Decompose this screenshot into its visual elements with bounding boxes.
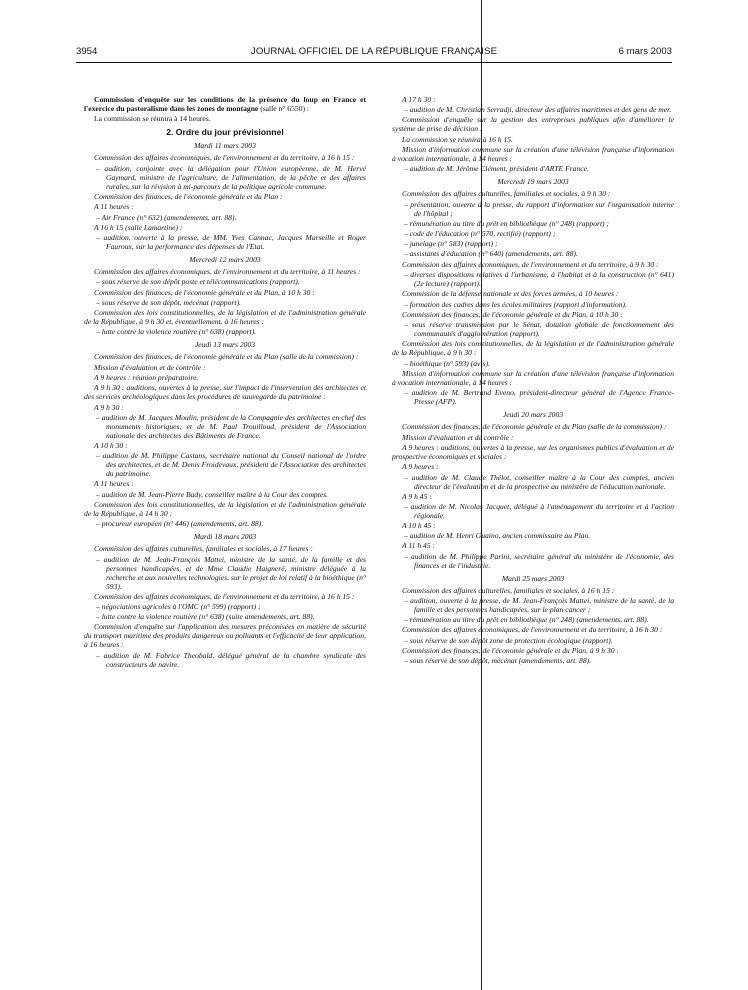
commission-title: Commission d'enquête sur les conditions de la présence du loup en France et l'exercice du pastoralisme dans les zones de montagne (84, 95, 366, 113)
agenda-item: – lutte contre la violence routière (n° 638) (suite amendements, art. 88). (96, 612, 315, 622)
paragraph: Commission des affaires économiques, de l'environnement et du territoire, à 9 h 30 : (402, 259, 659, 269)
paragraph: Commission des finances, de l'économie générale et du Plan : (94, 191, 283, 201)
paragraph: Commission des finances, de l'économie générale et du Plan (salle de la commission) : (402, 422, 667, 432)
agenda-item: – audition, ouverte à la presse, de M. Jean-François Mattei, ministre de la santé, de la famille et des personnes handicapées, sur le plan cancer ; (404, 596, 674, 615)
agenda-item: – formation des cadres dans les écoles militaires (rapport d'information). (404, 299, 627, 309)
agenda-item: – junelage (n° 583) (rapport) ; (404, 239, 498, 249)
time-slot: La commission se réunira à 16 h 15. (402, 134, 513, 144)
agenda-item: – Air France (n° 632) (amendements, art. 88). (96, 212, 237, 222)
time-slot: A 10 h 30 : (94, 441, 128, 450)
section-heading: 2. Ordre du jour prévisionnel (166, 127, 284, 138)
left-column (84, 95, 366, 670)
day-heading: Jeudi 13 mars 2003 (194, 340, 256, 350)
agenda-item: – sous réserve de son dépôt, mécénat (rapport). (96, 297, 241, 307)
time-slot: A 16 h 15 (salle Lamartine) : (94, 222, 183, 232)
agenda-item: – audition, ouverte à la presse, de MM. Yves Cannac, Jacques Marseille et Roger Fauroux, sur la performance des dépenses de l'Etat. (96, 232, 366, 251)
paragraph: Commission des affaires économiques, de l'environnement et du territoire, à 16 h 15 : (94, 153, 355, 163)
time-slot: A 9 h 45 : (402, 491, 432, 501)
day-heading: Mardi 18 mars 2003 (193, 532, 257, 542)
agenda-item: – procureur européen (n° 446) (amendements, art. 88). (96, 519, 264, 529)
agenda-item: – diverses dispositions relatives à l'urbanisme, à l'habitat et à la construction (n° 641) (2e lecture) (rapport). (404, 270, 674, 289)
time-slot: A 11 heures : (94, 479, 134, 489)
paragraph: A 9 h 30 : auditions, ouvertes à la presse, sur l'impact de l'intervention des architectes et des services archéologiques dans les procédures de sauvegarde du patrimoine : (84, 383, 366, 402)
paragraph: Commission des affaires culturelles, familiales et sociales, à 16 h 15 : (402, 585, 615, 595)
agenda-item: – audition, conjointe avec la délégation pour l'Union européenne, de M. Hervé Gaymard, ministre de l'agriculture, de l'alimentation, de la pêche et des affaires rurales, sur la révision à mi-parcours de la politique agricole commune. (96, 163, 366, 191)
agenda-item: – négociations agricoles à l'OMC (n° 599) (rapport) ; (96, 602, 261, 612)
agenda-item: – présentation, ouverte à la presse, du rapport d'information sur l'organisation interne de l'hôpital ; (404, 199, 674, 218)
agenda-item: – lutte contre la violence routière (n° 638) (rapport). (96, 327, 257, 337)
journal-title: JOURNAL OFFICIEL DE LA RÉPUBLIQUE FRANÇAISE (250, 46, 498, 57)
paragraph: Commission des lois constitutionnelles, de la législation et de l'administration générale de la République, à 14 h 30 : (84, 499, 366, 518)
time-slot: A 10 h 45 : (402, 521, 436, 531)
agenda-item: – sous réserve transmission par le Sénat, dotation globale de fonctionnement des communautés d'agglomération (rapport). (404, 320, 674, 339)
agenda-item: – rémunération au titre du prêt en bibliothèque (n° 248) (amendements, art. 88). (404, 615, 649, 625)
paragraph: Commission des affaires culturelles, familiales et sociales, à 9 h 30 : (402, 189, 611, 199)
paragraph: Mission d'information commune sur la création d'une télévision française d'information à vocation internationale, à 14 heures : (392, 144, 674, 163)
agenda-item: – code de l'éducation (n° 570, rectifié) (rapport) ; (404, 229, 556, 239)
time-slot: A 11 heures : (94, 202, 134, 212)
paragraph: Commission des lois constitutionnelles, de la législation et de l'administration générale de la République, à 9 h 30 et, éventuellement, à 16 heures : (84, 308, 366, 327)
day-heading: Mardi 25 mars 2003 (501, 573, 565, 583)
day-heading: Mercredi 12 mars 2003 (189, 254, 261, 264)
time-slot: Mission d'évaluation et de contrôle : (402, 432, 514, 442)
agenda-item: – audition de M. Jean-François Mattei, ministre de la santé, de la famille et des personnes handicapées, et de Mme Claudie Haigneré, ministre déléguée à la recherche et aux nouvelles technologies, sur le projet de loi relatif à la bioéthique (n° 593). (96, 554, 366, 591)
agenda-item: – sous réserve de son dépôt zone de protection écologique (rapport). (404, 635, 613, 645)
commission-note: La commission se réunira à 14 heures. (94, 114, 211, 124)
time-slot: A 11 h 45 : (402, 541, 436, 551)
header-rule (76, 62, 672, 63)
paragraph: Commission des lois constitutionnelles, de la législation et de l'administration générale de la République, à 9 h 30 : (392, 339, 674, 358)
day-heading: Mardi 11 mars 2003 (194, 141, 256, 151)
paragraph: Commission des finances, de l'économie générale et du Plan, à 9 h 30 : (402, 646, 619, 655)
agenda-item: – audition de M. Jacques Moulin, président de la Compagnie des architectes en chef des monuments historiques, et de M. Paul Trouilloud, président de l'Association nationale des architectes des Bâtiments de France. (96, 412, 366, 440)
agenda-item: – audition de M. Jean-Pierre Bady, conseiller maître à la Cour des comptes. (96, 489, 329, 499)
paragraph: Commission de la défense nationale et des forces armées, à 10 heures : (402, 289, 619, 299)
paragraph: Commission des affaires culturelles, familiales et sociales, à 17 heures : (94, 544, 313, 554)
paragraph: Commission d'enquête sur la gestion des entreprises publiques afin d'améliorer le système de prise de décision : (392, 115, 674, 134)
day-heading: Jeudi 20 mars 2003 (502, 410, 564, 420)
agenda-item: – audition de M. Jérôme Clément, président d'ARTE France. (404, 164, 589, 174)
paragraph: Mission d'information commune sur la création d'une télévision française d'information à vocation internationale, à 14 heures : (392, 368, 674, 387)
right-column (392, 95, 674, 667)
agenda-item: – rémunération au titre du prêt en bibliothèque (n° 248) (rapport) ; (404, 218, 610, 228)
paragraph: Commission d'enquête sur l'application des mesures préconisées en matière de sécurité du transport maritime des produits dangereux ou polluants et l'efficacité de leur application, à 16 heures : (84, 622, 366, 650)
agenda-item: – assistants d'éducation (n° 640) (amendements, art. 88). (404, 249, 578, 259)
paragraph: Commission des affaires économiques, de l'environnement et du territoire, à 16 h 30 : (402, 625, 663, 635)
paragraph: Commission des affaires économiques, de l'environnement et du territoire, à 11 heures : (94, 266, 361, 276)
page-number: 3954 (76, 46, 98, 57)
time-slot: A 9 h 30 : (94, 402, 124, 412)
issue-date: 6 mars 2003 (618, 46, 672, 57)
time-slot: Mission d'évaluation et de contrôle : (94, 362, 206, 372)
agenda-item: – audition de M. Henri Guaino, ancien commissaire au Plan. (404, 531, 591, 541)
day-heading: Mercredi 19 mars 2003 (497, 177, 569, 187)
agenda-item: – audition de M. Christian Serradji, directeur des affaires maritimes et des gens de mer. (404, 105, 672, 115)
agenda-item: – audition de M. Claude Thélot, conseiller maître à la Cour des comptes, ancien directeur de l'évaluation et de la prospective au ministère de l'éducation nationale. (404, 472, 674, 491)
commission-room: (salle n° 6550) : (258, 104, 309, 113)
time-slot: A 9 heures : (402, 462, 439, 472)
paragraph: Commission des affaires économiques, de l'environnement et du territoire, à 16 h 15 : (94, 591, 355, 601)
agenda-item: – audition de M. Bertrand Eveno, président-directeur général de l'Agence France-Presse (AFP). (404, 388, 674, 407)
agenda-item: – audition de M. Fabrice Theobald, délégué général de la chambre syndicale des constructeurs de navire. (96, 650, 366, 669)
agenda-item: – bioéthique (n° 593) (avis). (404, 358, 490, 368)
agenda-item: – audition de M. Nicolas Jacquet, délégué à l'aménagement du territoire et à l'action régionale. (404, 501, 674, 520)
time-slot: A 17 h 30 : (402, 95, 436, 104)
commission-announcement (84, 95, 366, 113)
agenda-item: – sous réserve de son dépôt, mécénat (amendements, art. 88). (404, 656, 592, 666)
time-slot: A 9 heures : réunion préparatoire. (94, 373, 199, 383)
agenda-item: – audition de M. Philippe Parini, secrétaire général du ministère de l'économie, des finances et de l'industrie. (404, 551, 674, 570)
paragraph: Commission des finances, de l'économie générale et du Plan (salle de la commission) : (94, 352, 359, 362)
paragraph: Commission des finances, de l'économie générale et du Plan, à 10 h 30 : (402, 309, 623, 319)
agenda-item: – sous réserve de son dépôt poste et télécommunications (rapport). (96, 277, 300, 287)
agenda-item: – audition de M. Philippe Castans, secrétaire national du Conseil national de l'ordre des architectes, et de M. Denis Froidevaux, président de l'Association des architectes du patrimoine. (96, 451, 366, 479)
paragraph: Commission des finances, de l'économie générale et du Plan, à 10 h 30 : (94, 287, 315, 297)
paragraph: A 9 heures : auditions, ouvertes à la presse, sur les organismes publics d'évaluation et de prospective économiques et sociales : (392, 442, 674, 461)
